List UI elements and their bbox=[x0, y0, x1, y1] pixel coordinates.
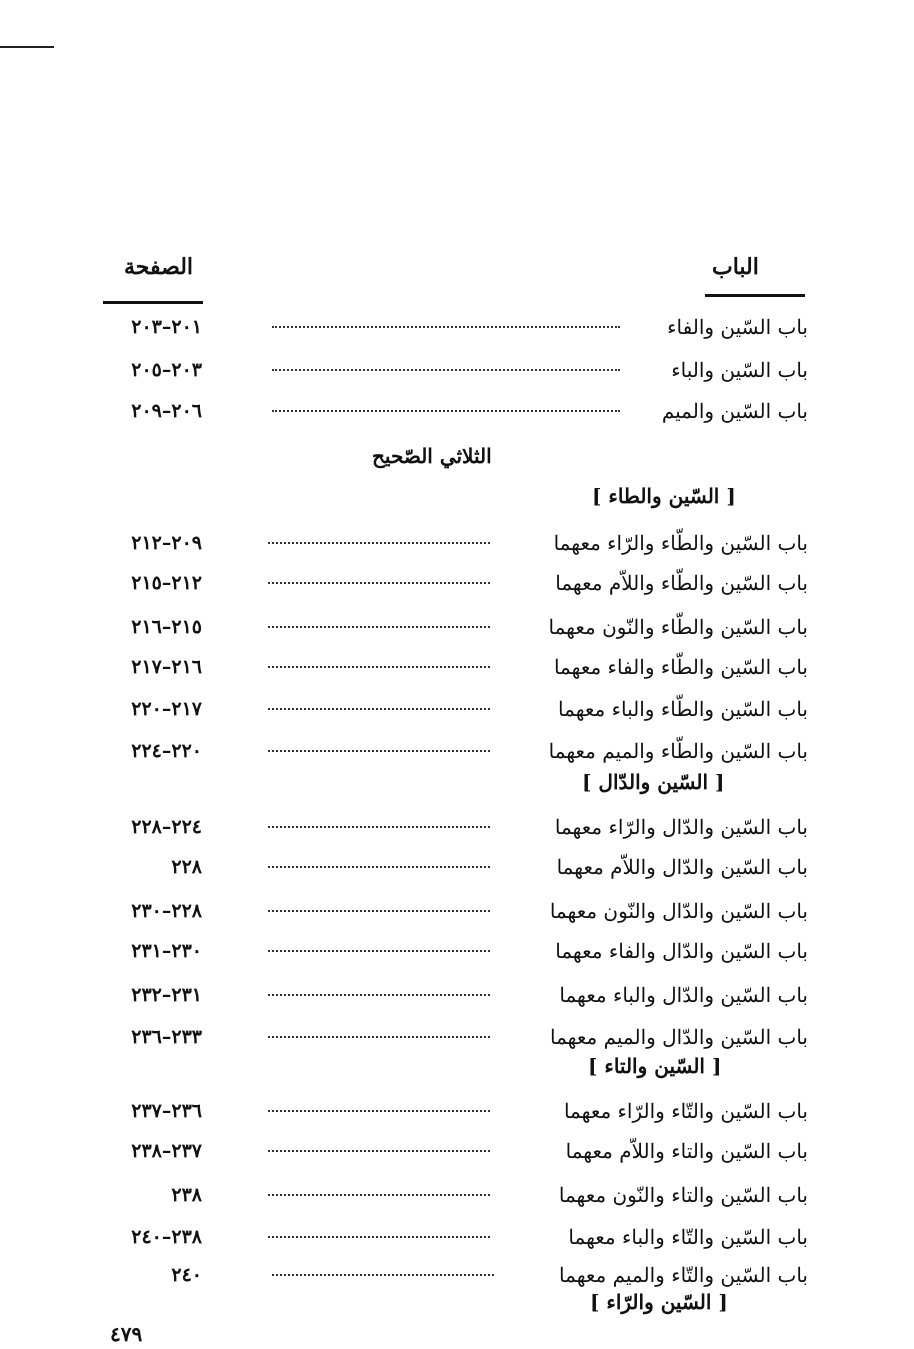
toc-entry-pages: ٢١٥–٢١٦ bbox=[131, 616, 202, 638]
subsection-heading: [ السّين والرّاء ] bbox=[590, 1290, 728, 1314]
toc-entry-pages: ٢٢٠–٢٢٤ bbox=[131, 740, 202, 762]
dot-leader bbox=[272, 1274, 494, 1276]
dot-leader bbox=[272, 326, 620, 328]
toc-row bbox=[0, 1222, 914, 1252]
toc-entry-pages: ٢٤٠ bbox=[171, 1264, 202, 1286]
header-underline-page bbox=[103, 301, 203, 304]
toc-entry-label: باب السّين والطّاء والنّون معهما bbox=[548, 615, 808, 639]
dot-leader bbox=[268, 666, 490, 668]
dot-leader bbox=[272, 369, 620, 371]
dot-leader bbox=[268, 1110, 490, 1112]
toc-row bbox=[0, 396, 914, 426]
column-header-bab: الباب bbox=[712, 254, 759, 280]
toc-entry-pages: ٢٣٧–٢٣٨ bbox=[131, 1140, 202, 1162]
dot-leader bbox=[268, 542, 490, 544]
toc-entry-label: باب السّين والميم bbox=[661, 399, 808, 423]
toc-entry-label: باب السّين والدّال والباء معهما bbox=[559, 983, 808, 1007]
toc-entry-label: باب السّين والطّاء والباء معهما bbox=[558, 697, 808, 721]
toc-row bbox=[0, 652, 914, 682]
toc-entry-pages: ٢٠٦–٢٠٩ bbox=[131, 400, 202, 422]
column-header-page: الصفحة bbox=[124, 254, 194, 280]
toc-entry-pages: ٢٣٨ bbox=[171, 1184, 202, 1206]
toc-entry-label: باب السّين والدّال والميم معهما bbox=[549, 1025, 808, 1049]
header-underline-bab bbox=[705, 294, 805, 297]
toc-entry-label: باب السّين والدّال والفاء معهما bbox=[555, 939, 808, 963]
toc-entry-label: باب السّين والدّال واللاّم معهما bbox=[556, 855, 808, 879]
dot-leader bbox=[268, 994, 490, 996]
toc-row bbox=[0, 936, 914, 966]
toc-row bbox=[0, 1180, 914, 1210]
dot-leader bbox=[268, 910, 490, 912]
dot-leader bbox=[268, 1036, 490, 1038]
toc-entry-pages: ٢١٢–٢١٥ bbox=[131, 572, 202, 594]
toc-entry-pages: ٢٢٨ bbox=[171, 856, 202, 878]
toc-entry-label: باب السّين والدّال والرّاء معهما bbox=[554, 815, 808, 839]
dot-leader bbox=[268, 1194, 490, 1196]
dot-leader bbox=[268, 1236, 490, 1238]
toc-entry-pages: ٢٣٣–٢٣٦ bbox=[131, 1026, 202, 1048]
toc-entry-pages: ٢٣٠–٢٣١ bbox=[131, 940, 202, 962]
toc-entry-label: باب السّين والتّاء والرّاء معهما bbox=[563, 1099, 808, 1123]
dot-leader bbox=[268, 750, 490, 752]
toc-entry-pages: ٢٢٤–٢٢٨ bbox=[131, 816, 202, 838]
section-heading: الثلاثي الصّحيح bbox=[372, 444, 492, 468]
subsection-heading: [ السّين والطاء ] bbox=[592, 484, 736, 508]
toc-entry-label: باب السّين والطّاء واللاّم معهما bbox=[555, 571, 808, 595]
subsection-heading: [ السّين والدّال ] bbox=[582, 770, 725, 794]
toc-row bbox=[0, 694, 914, 724]
subsection-heading: [ السّين والتاء ] bbox=[588, 1054, 722, 1078]
toc-entry-label: باب السّين والتّاء والميم معهما bbox=[559, 1263, 808, 1287]
toc-entry-label: باب السّين والتاء واللاّم معهما bbox=[565, 1139, 808, 1163]
toc-entry-pages: ٢١٦–٢١٧ bbox=[131, 656, 202, 678]
dot-leader bbox=[268, 1150, 490, 1152]
toc-row bbox=[0, 355, 914, 385]
toc-row bbox=[0, 312, 914, 342]
toc-entry-pages: ٢١٧–٢٢٠ bbox=[131, 698, 202, 720]
top-left-rule bbox=[0, 46, 54, 48]
dot-leader bbox=[268, 708, 490, 710]
toc-entry-pages: ٢٠١–٢٠٣ bbox=[131, 316, 202, 338]
toc-row bbox=[0, 980, 914, 1010]
toc-entry-label: باب السّين والتّاء والباء معهما bbox=[568, 1225, 808, 1249]
dot-leader bbox=[268, 582, 490, 584]
toc-row bbox=[0, 852, 914, 882]
toc-entry-label: باب السّين والتاء والنّون معهما bbox=[558, 1183, 808, 1207]
page-number: ٤٧٩ bbox=[110, 1322, 143, 1346]
toc-entry-label: باب السّين والفاء bbox=[667, 315, 808, 339]
toc-entry-label: باب السّين والطّاء والرّاء معهما bbox=[553, 531, 808, 555]
dot-leader bbox=[272, 410, 620, 412]
toc-row bbox=[0, 568, 914, 598]
toc-row bbox=[0, 736, 914, 766]
toc-entry-label: باب السّين والباء bbox=[671, 358, 808, 382]
toc-entry-pages: ٢٢٨–٢٣٠ bbox=[131, 900, 202, 922]
dot-leader bbox=[268, 866, 490, 868]
toc-entry-pages: ٢٣٦–٢٣٧ bbox=[131, 1100, 202, 1122]
toc-entry-pages: ٢٠٣–٢٠٥ bbox=[131, 359, 202, 381]
toc-row bbox=[0, 528, 914, 558]
toc-row bbox=[0, 1260, 914, 1290]
toc-row bbox=[0, 896, 914, 926]
toc-row bbox=[0, 612, 914, 642]
dot-leader bbox=[268, 950, 490, 952]
toc-row bbox=[0, 812, 914, 842]
toc-row bbox=[0, 1136, 914, 1166]
dot-leader bbox=[268, 826, 490, 828]
dot-leader bbox=[268, 626, 490, 628]
toc-row bbox=[0, 1022, 914, 1052]
toc-entry-label: باب السّين والطّاء والميم معهما bbox=[548, 739, 808, 763]
toc-entry-pages: ٢٣٨–٢٤٠ bbox=[131, 1226, 202, 1248]
toc-row bbox=[0, 1096, 914, 1126]
toc-entry-pages: ٢٠٩–٢١٢ bbox=[131, 532, 202, 554]
toc-entry-pages: ٢٣١–٢٣٢ bbox=[131, 984, 202, 1006]
toc-entry-label: باب السّين والدّال والنّون معهما bbox=[549, 899, 808, 923]
toc-entry-label: باب السّين والطّاء والفاء معهما bbox=[553, 655, 808, 679]
